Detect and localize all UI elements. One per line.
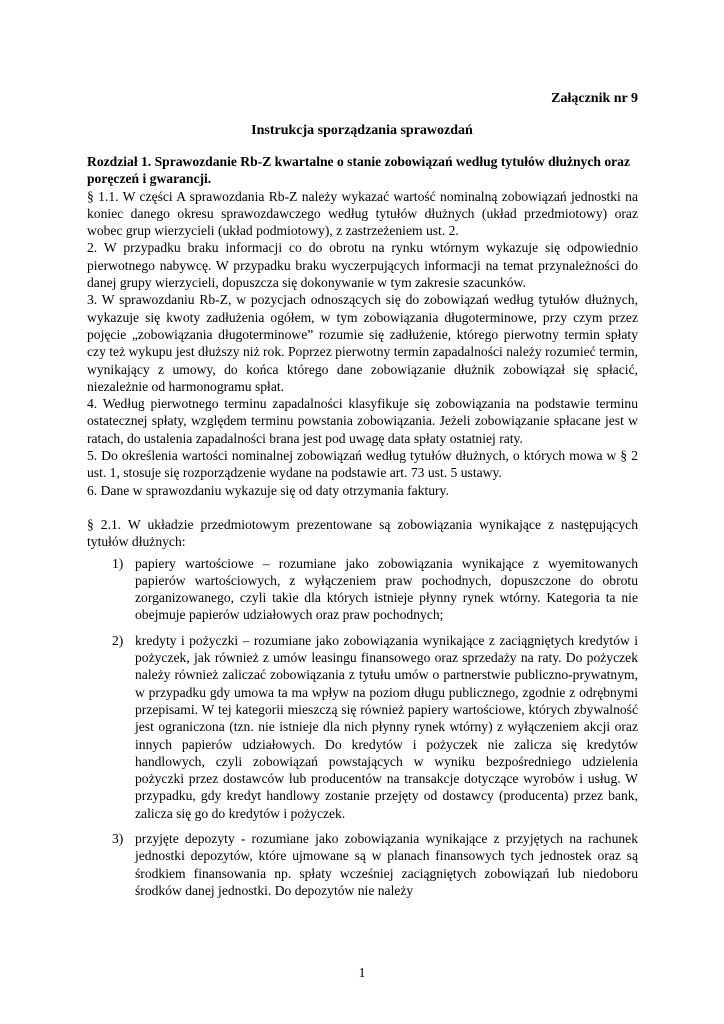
list-item — [87, 555, 638, 624]
document-body — [87, 153, 638, 907]
chapter-heading: Rozdział 1. Sprawozdanie Rb-Z kwartalne o stanie zobowiązań według tytułów dłużnych oraz poręczeń i gwarancji. — [87, 154, 631, 187]
annex-label: Załącznik nr 9 — [551, 91, 638, 106]
page-number: 1 — [358, 965, 366, 980]
list-item-number: 1) — [112, 555, 124, 571]
document-title: Instrukcja sporządzania sprawozdań — [251, 123, 473, 138]
list-item-text: papiery wartościowe – rozumiane jako zobowiązania wynikające z wyemitowanych papierów wartościowych, z wyłączeniem praw pochodnych, dopuszczone do obrotu zorganizowanego, czyli takie dla których istnieje płynny rynek wtórny. Kategoria ta nie obejmuje papierów udziałowych oraz praw pochodnych; — [135, 555, 638, 623]
paragraph-1-5: 5. Do określenia wartości nominalnej zobowiązań według tytułów dłużnych, o których mowa w § 2 ust. 1, stosuje się rozporządzenie wydane na podstawie art. 73 ust. 5 ustawy. — [87, 448, 638, 481]
list-item-text: przyjęte depozyty - rozumiane jako zobowiązania wynikające z przyjętych na rachunek jednostki depozytów, które ujmowane są w planach finansowych tych jednostek oraz są środkiem finansowania np. spłaty wcześniej zaciągniętych zobowiązań lub niedoboru środków danej jednostki. Do depozytów nie należy — [135, 830, 638, 898]
section-2-intro: § 2.1. W układzie przedmiotowym prezentowane są zobowiązania wynikające z następujących tytułów dłużnych: — [87, 516, 638, 550]
list-item-number: 3) — [112, 830, 124, 846]
list-item — [87, 830, 638, 899]
list-item-number: 2) — [112, 632, 124, 648]
paragraph-1-6: 6. Dane w sprawozdaniu wykazuje się od daty otrzymania faktury. — [87, 482, 449, 498]
paragraph-1-4: 4. Według pierwotnego terminu zapadalności klasyfikuje się zobowiązania na podstawie terminu ostatecznej spłaty, względem terminu powstania zobowiązania. Jeżeli zobowiązanie spłacane jest w ratach, do ustalenia zapadalności brana jest pod uwagę data spłaty ostatniej raty. — [87, 396, 638, 446]
list-item — [87, 632, 638, 822]
paragraph-1-1: § 1.1. W części A sprawozdania Rb-Z należy wykazać wartość nominalną zobowiązań jednostki na koniec danego okresu sprawozdawczego według tytułów dłużnych (układ przedmiotowy) oraz wobec grup wierzycieli (układ podmiotowy), z zastrzeżeniem ust. 2. — [87, 188, 638, 239]
spacer — [87, 499, 638, 516]
paragraph-1-3: 3. W sprawozdaniu Rb-Z, w pozycjach odnoszących się do zobowiązań według tytułów dłużnych, wykazuje się kwoty zadłużenia ogółem, w tym zobowiązania długoterminowe, przy czym przez pojęcie „zobowiązania długoterminowe” rozumie się zadłużenie, którego pierwotny termin spłaty czy też wykupu jest dłuższy niż rok. Poprzez pierwotny termin zapadalności należy rozumieć termin, wynikający z umowy, do końca którego dane zobowiązanie dłużnik zobowiązał się spłacić, niezależnie od harmonogramu spłat. — [87, 292, 638, 394]
list-item-text: kredyty i pożyczki – rozumiane jako zobowiązania wynikające z zaciągniętych kredytów i pożyczek, jak również z umów leasingu finansowego oraz sprzedaży na raty. Do pożyczek należy również zaliczać zobowiązania z tytułu umów o partnerstwie publiczno-prywatnym, w przypadku gdy umowa ta ma wpływ na poziom długu publicznego, zgodnie z odrębnymi przepisami. W tej kategorii mieszczą się również papiery wartościowe, których zbywalność jest ograniczona (tzn. nie istnieje dla nich płynny rynek wtórny) z wyłączeniem akcji oraz innych papierów udziałowych. Do kredytów i pożyczek nie zalicza się kredytów handlowych, czyli zobowiązań powstających w wyniku bezpośredniego udzielenia pożyczki przez dostawców lub producentów na transakcje dotyczące wyrobów i usług. W przypadku, gdy kredyt handlowy zostanie przejęty od dostawcy (producenta) przez bank, zalicza się go do kredytów i pożyczek. — [135, 632, 638, 821]
debt-titles-list — [87, 555, 638, 900]
paragraph-1-2: 2. W przypadku braku informacji co do obrotu na rynku wtórnym wykazuje się odpowiednio pierwotnego nabywcę. W przypadku braku wyczerpujących informacji na temat przynależności do danej grupy wierzycieli, dopuszcza się dokonywanie w tym zakresie szacunków. — [87, 240, 638, 291]
